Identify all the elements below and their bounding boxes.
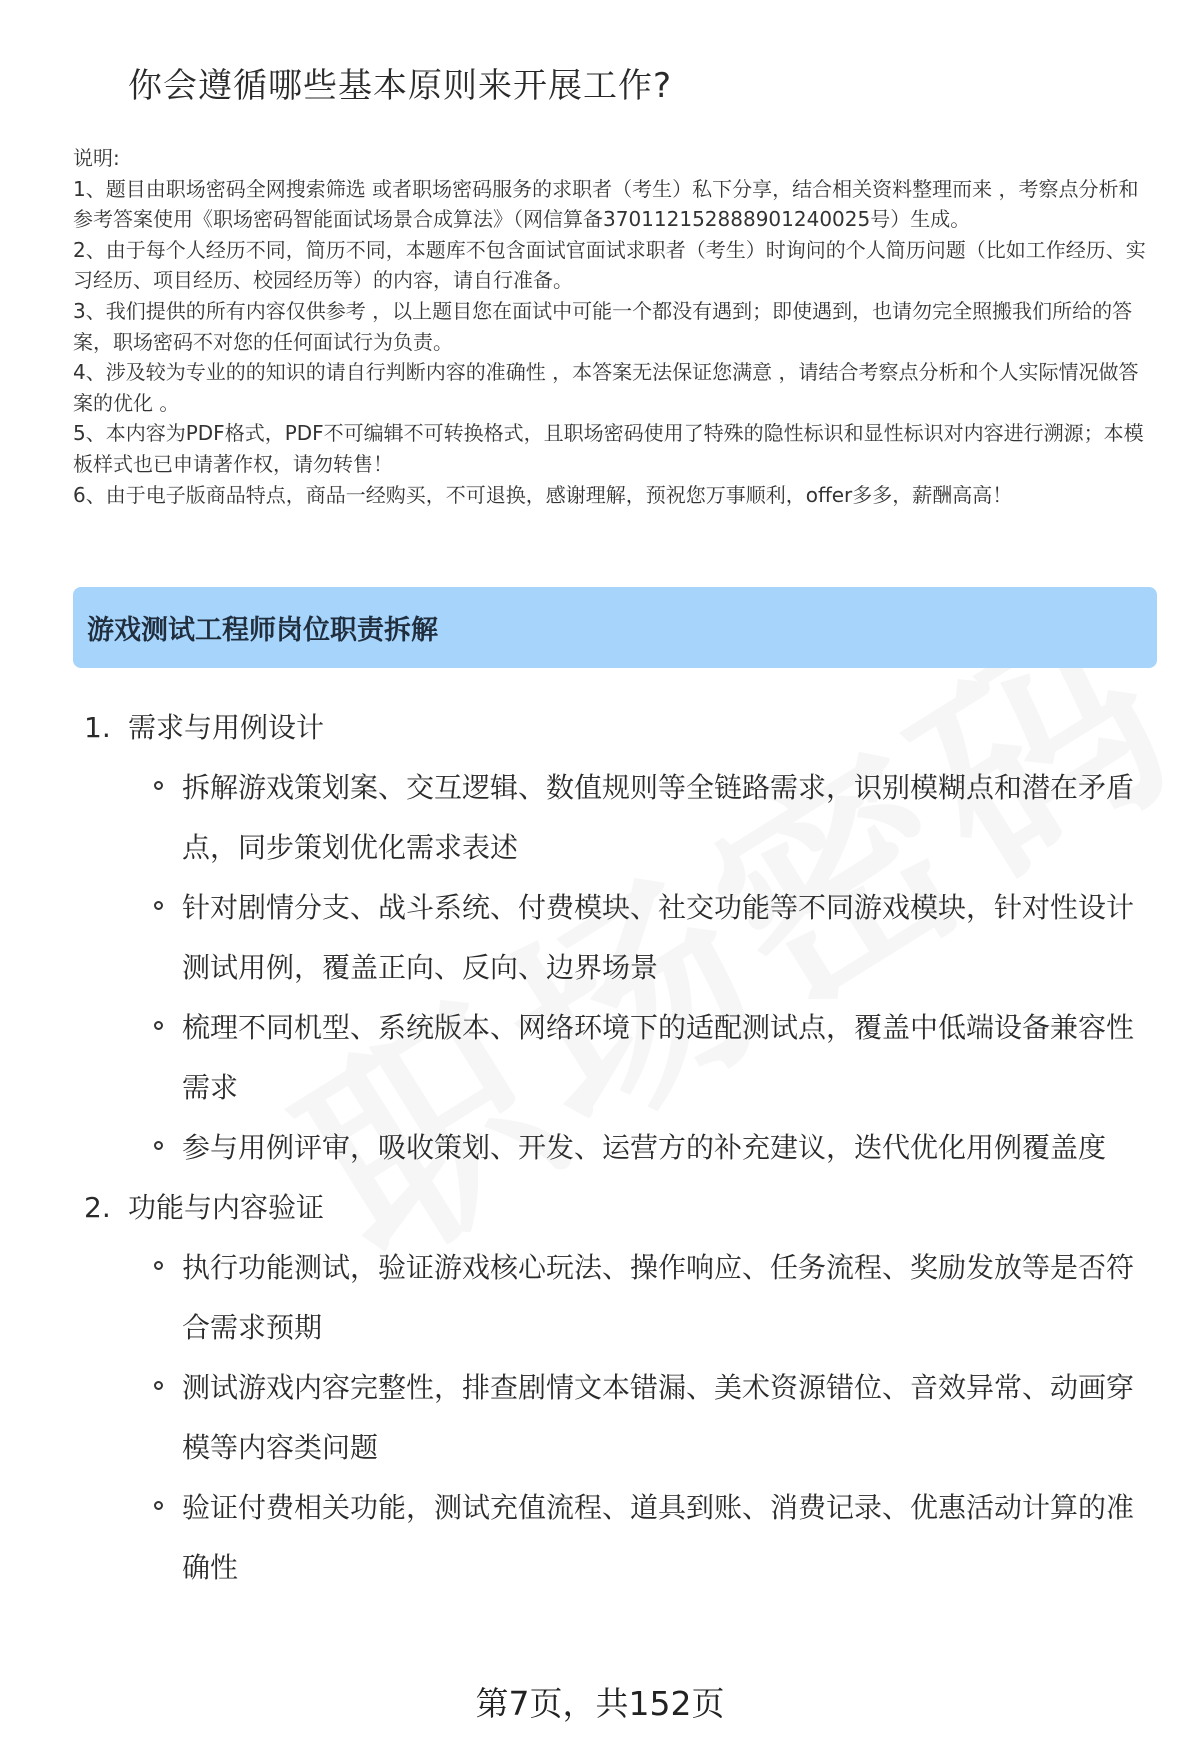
bullet-item bbox=[152, 878, 1154, 998]
bullet-item bbox=[152, 1478, 1154, 1598]
note-item: 1、题目由职场密码全网搜索筛选 或者职场密码服务的求职者（考生）私下分享，结合相关资料整理而来 ，考察点分析和参考答案使用《职场密码智能面试场景合成算法》（网信算备370112152888901240025号）生成。 bbox=[73, 176, 1139, 232]
bullet-text: 参与用例评审，吸收策划、开发、运营方的补充建议，迭代优化用例覆盖度 bbox=[182, 1131, 1107, 1164]
bullet-text: 验证付费相关功能，测试充值流程、道具到账、消费记录、优惠活动计算的准确性 bbox=[182, 1491, 1135, 1584]
circle-bullet-icon bbox=[152, 878, 182, 998]
circle-bullet-icon bbox=[152, 1238, 182, 1358]
note-item: 5、本内容为PDF格式，PDF不可编辑不可转换格式，且职场密码使用了特殊的隐性标识和显性标识对内容进行溯源；本模板样式也已申请著作权，请勿转售！ bbox=[73, 421, 1144, 476]
notes-heading: 说明: bbox=[73, 146, 120, 170]
list-item-title: 功能与内容验证 bbox=[128, 1191, 325, 1224]
bullet-text: 执行功能测试，验证游戏核心玩法、操作响应、任务流程、奖励发放等是否符合需求预期 bbox=[182, 1251, 1135, 1344]
note-item: 2、由于每个人经历不同，简历不同，本题库不包含面试官面试求职者（考生）时询问的个人简历问题（比如工作经历、实习经历、项目经历、校园经历等）的内容，请自行准备。 bbox=[73, 237, 1146, 293]
bullet-item bbox=[152, 1238, 1154, 1358]
bullet-text: 针对剧情分支、战斗系统、付费模块、社交功能等不同游戏模块，针对性设计测试用例，覆盖正向、反向、边界场景 bbox=[182, 891, 1135, 984]
list-item-title: 需求与用例设计 bbox=[128, 711, 325, 744]
page-footer: 第7页，共152页 bbox=[475, 1684, 725, 1723]
bullet-text: 测试游戏内容完整性，排查剧情文本错漏、美术资源错位、音效异常、动画穿模等内容类问题 bbox=[182, 1371, 1135, 1464]
question-title: 你会遵循哪些基本原则来开展工作? bbox=[128, 66, 673, 106]
note-item: 4、涉及较为专业的的知识的请自行判断内容的准确性 ，本答案无法保证您满意 ，请结合考察点分析和个人实际情况做答案的优化 。 bbox=[73, 360, 1139, 415]
bullet-item bbox=[152, 758, 1154, 878]
notes-block bbox=[73, 143, 1158, 510]
bullet-item bbox=[152, 1358, 1154, 1478]
bullet-text: 梳理不同机型、系统版本、网络环境下的适配测试点，覆盖中低端设备兼容性需求 bbox=[182, 1011, 1135, 1104]
circle-bullet-icon bbox=[152, 998, 182, 1118]
list-item bbox=[84, 1178, 1154, 1238]
list-number: 1. bbox=[84, 711, 111, 744]
responsibility-list bbox=[84, 698, 1154, 1598]
section-title: 游戏测试工程师岗位职责拆解 bbox=[87, 615, 438, 646]
circle-bullet-icon bbox=[152, 1358, 182, 1478]
section-header bbox=[73, 587, 1157, 668]
bullet-text: 拆解游戏策划案、交互逻辑、数值规则等全链路需求，识别模糊点和潜在矛盾点，同步策划优化需求表述 bbox=[182, 771, 1135, 864]
list-item bbox=[84, 698, 1154, 758]
bullet-item bbox=[152, 998, 1154, 1118]
note-item: 3、我们提供的所有内容仅供参考 ，以上题目您在面试中可能一个都没有遇到；即使遇到，也请勿完全照搬我们所给的答案，职场密码不对您的任何面试行为负责。 bbox=[73, 298, 1133, 354]
list-number: 2. bbox=[84, 1191, 111, 1224]
circle-bullet-icon bbox=[152, 1118, 182, 1178]
circle-bullet-icon bbox=[152, 1478, 182, 1598]
note-item: 6、由于电子版商品特点，商品一经购买，不可退换，感谢理解，预祝您万事顺利，offer多多，薪酬高高！ bbox=[73, 482, 1013, 507]
circle-bullet-icon bbox=[152, 758, 182, 878]
bullet-item bbox=[152, 1118, 1154, 1178]
